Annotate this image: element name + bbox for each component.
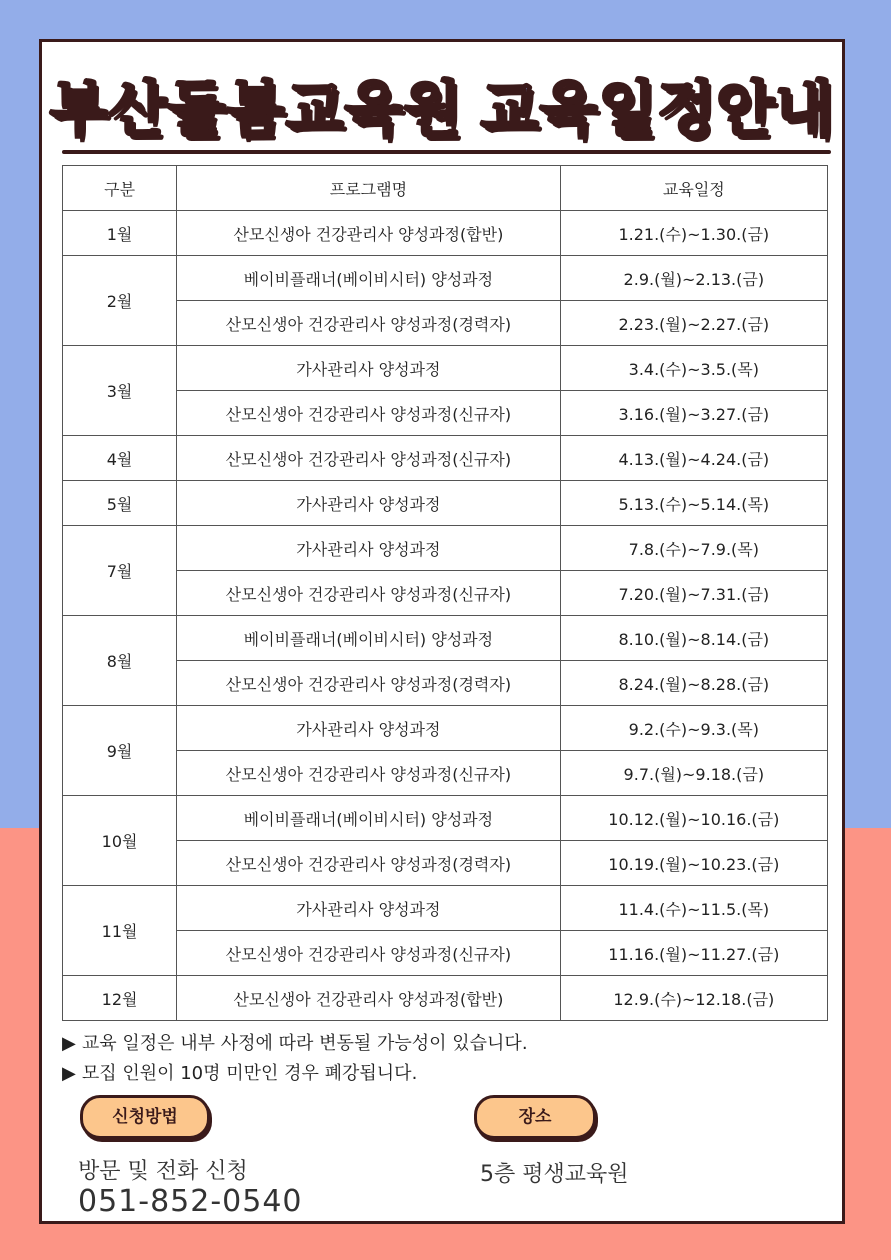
date-cell: 9.7.(월)~9.18.(금): [560, 751, 827, 796]
date-cell: 7.8.(수)~7.9.(목): [560, 526, 827, 571]
month-cell: 9월: [63, 706, 177, 796]
location-badge: 장소: [474, 1095, 596, 1139]
table-row: [63, 301, 828, 346]
table-row: [63, 616, 828, 661]
program-cell: 베이비플래너(베이비시터) 양성과정: [177, 256, 561, 301]
program-cell: 베이비플래너(베이비시터) 양성과정: [177, 796, 561, 841]
date-cell: 3.16.(월)~3.27.(금): [560, 391, 827, 436]
table-row: [63, 571, 828, 616]
date-cell: 5.13.(수)~5.14.(목): [560, 481, 827, 526]
date-cell: 10.12.(월)~10.16.(금): [560, 796, 827, 841]
date-cell: 9.2.(수)~9.3.(목): [560, 706, 827, 751]
notice-text: 모집 인원이 10명 미만인 경우 폐강됩니다.: [81, 1063, 418, 1084]
table-row: [63, 436, 828, 481]
notice-text: 교육 일정은 내부 사정에 따라 변동될 가능성이 있습니다.: [81, 1033, 528, 1054]
table-row: [63, 841, 828, 886]
table-row: [63, 391, 828, 436]
bullet-triangle-icon: ▶: [62, 1033, 76, 1054]
month-cell: 4월: [63, 436, 177, 481]
month-cell: 10월: [63, 796, 177, 886]
month-cell: 7월: [63, 526, 177, 616]
date-cell: 2.23.(월)~2.27.(금): [560, 301, 827, 346]
program-cell: 가사관리사 양성과정: [177, 886, 561, 931]
date-cell: 2.9.(월)~2.13.(금): [560, 256, 827, 301]
program-cell: 산모신생아 건강관리사 양성과정(신규자): [177, 571, 561, 616]
date-cell: 11.16.(월)~11.27.(금): [560, 931, 827, 976]
date-cell: 10.19.(월)~10.23.(금): [560, 841, 827, 886]
program-cell: 산모신생아 건강관리사 양성과정(경력자): [177, 661, 561, 706]
date-cell: 7.20.(월)~7.31.(금): [560, 571, 827, 616]
program-cell: 산모신생아 건강관리사 양성과정(신규자): [177, 751, 561, 796]
month-cell: 8월: [63, 616, 177, 706]
program-cell: 산모신생아 건강관리사 양성과정(신규자): [177, 391, 561, 436]
table-row: [63, 751, 828, 796]
apply-method-badge: 신청방법: [80, 1095, 210, 1139]
notice-list: [62, 1029, 822, 1089]
table-row: [63, 346, 828, 391]
title-divider: [62, 150, 831, 154]
table-row: [63, 211, 828, 256]
table-row: [63, 796, 828, 841]
date-cell: 12.9.(수)~12.18.(금): [560, 976, 827, 1021]
schedule-table: [62, 165, 828, 1021]
month-cell: 3월: [63, 346, 177, 436]
table-row: [63, 931, 828, 976]
schedule-body: [63, 211, 828, 1021]
date-cell: 3.4.(수)~3.5.(목): [560, 346, 827, 391]
month-cell: 2월: [63, 256, 177, 346]
program-cell: 산모신생아 건강관리사 양성과정(경력자): [177, 301, 561, 346]
table-row: [63, 256, 828, 301]
month-cell: 1월: [63, 211, 177, 256]
table-row: [63, 706, 828, 751]
poster-title: [42, 62, 842, 148]
table-row: [63, 886, 828, 931]
date-cell: 8.24.(월)~8.28.(금): [560, 661, 827, 706]
header-category: 구분: [63, 166, 177, 211]
table-row: [63, 481, 828, 526]
date-cell: 8.10.(월)~8.14.(금): [560, 616, 827, 661]
header-program: 프로그램명: [177, 166, 561, 211]
header-schedule: 교육일정: [560, 166, 827, 211]
program-cell: 가사관리사 양성과정: [177, 481, 561, 526]
program-cell: 산모신생아 건강관리사 양성과정(합반): [177, 976, 561, 1021]
bullet-triangle-icon: ▶: [62, 1063, 76, 1084]
date-cell: 11.4.(수)~11.5.(목): [560, 886, 827, 931]
notice-item: [62, 1029, 822, 1059]
program-cell: 가사관리사 양성과정: [177, 706, 561, 751]
apply-method-text: 방문 및 전화 신청: [78, 1159, 248, 1184]
date-cell: 4.13.(월)~4.24.(금): [560, 436, 827, 481]
date-cell: 1.21.(수)~1.30.(금): [560, 211, 827, 256]
phone-number: 051-852-0540: [78, 1184, 303, 1219]
notice-item: [62, 1059, 822, 1089]
program-cell: 가사관리사 양성과정: [177, 526, 561, 571]
table-row: [63, 526, 828, 571]
program-cell: 산모신생아 건강관리사 양성과정(합반): [177, 211, 561, 256]
month-cell: 11월: [63, 886, 177, 976]
table-header-row: [63, 166, 828, 211]
month-cell: 5월: [63, 481, 177, 526]
location-text: 5층 평생교육원: [480, 1162, 629, 1187]
program-cell: 산모신생아 건강관리사 양성과정(경력자): [177, 841, 561, 886]
poster-card: [39, 39, 845, 1224]
title-part-schedule: 교육일정안내: [480, 75, 835, 145]
program-cell: 산모신생아 건강관리사 양성과정(신규자): [177, 931, 561, 976]
month-cell: 12월: [63, 976, 177, 1021]
title-part-institution: 부산돌봄교육원: [49, 75, 463, 145]
table-row: [63, 661, 828, 706]
table-row: [63, 976, 828, 1021]
program-cell: 산모신생아 건강관리사 양성과정(신규자): [177, 436, 561, 481]
program-cell: 베이비플래너(베이비시터) 양성과정: [177, 616, 561, 661]
program-cell: 가사관리사 양성과정: [177, 346, 561, 391]
